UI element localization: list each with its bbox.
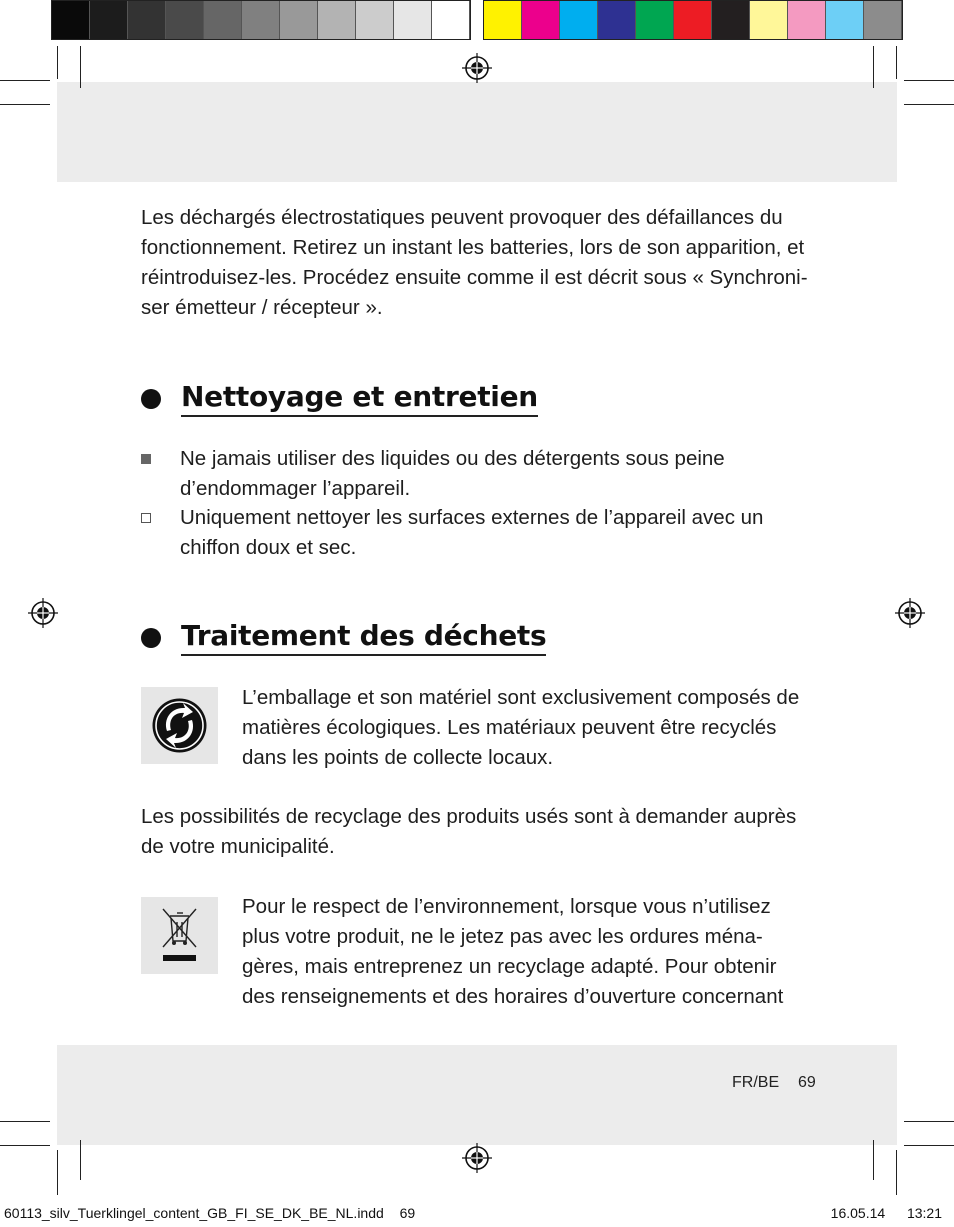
- text-line: des renseignements et des horaires d’ouverture concernant: [242, 985, 784, 1008]
- crop-mark: [80, 1140, 81, 1180]
- slug-page: 69: [399, 1205, 416, 1221]
- green-dot-recycling-icon: [141, 687, 218, 764]
- text-line: plus votre produit, ne le jetez pas avec les ordures ména-: [242, 925, 763, 948]
- print-slug-date: [831, 1205, 942, 1221]
- text-line: ser émetteur / récepteur ».: [141, 296, 383, 319]
- color-swatch: [712, 1, 750, 39]
- crop-mark: [57, 1150, 58, 1195]
- text-line: Ne jamais utiliser des liquides ou des détergents sous peine: [180, 447, 725, 470]
- list-item-text: [180, 444, 821, 504]
- footer-band: [57, 1045, 897, 1145]
- list-item: [141, 444, 821, 504]
- color-swatch: [826, 1, 864, 39]
- empty-square-bullet-icon: [141, 513, 151, 523]
- header-band: [57, 82, 897, 182]
- color-swatch: [560, 1, 598, 39]
- color-swatch: [432, 1, 470, 39]
- crop-mark: [0, 104, 50, 105]
- slug-filename: 60113_silv_Tuerklingel_content_GB_FI_SE_DK_BE_NL.indd: [4, 1205, 384, 1221]
- color-swatch: [318, 1, 356, 39]
- crop-mark: [904, 1121, 954, 1122]
- crop-mark: [0, 1121, 50, 1122]
- section-heading-cleaning: [141, 380, 538, 417]
- text-line: Les déchargés électrostatiques peuvent provoquer des défaillances du: [141, 206, 783, 229]
- crop-mark: [904, 1145, 954, 1146]
- color-swatch: [674, 1, 712, 39]
- color-swatch: [90, 1, 128, 39]
- color-swatch: [52, 1, 90, 39]
- text-line: L’emballage et son matériel sont exclusivement composés de: [242, 686, 800, 709]
- text-line: dans les points de collecte locaux.: [242, 746, 554, 769]
- grayscale-color-bar: [51, 0, 471, 40]
- color-swatch: [166, 1, 204, 39]
- list-item-text: [180, 503, 821, 563]
- page-number: 69: [798, 1074, 816, 1091]
- color-swatch: [356, 1, 394, 39]
- registration-mark-icon: [462, 53, 492, 83]
- registration-mark-icon: [28, 598, 58, 628]
- color-swatch: [128, 1, 166, 39]
- intro-paragraph: [141, 203, 841, 323]
- text-line: Pour le respect de l’environnement, lorsque vous n’utilisez: [242, 895, 771, 918]
- crop-mark: [0, 80, 50, 81]
- color-swatch: [788, 1, 826, 39]
- text-line: chiffon doux et sec.: [180, 536, 357, 559]
- crop-mark: [904, 80, 954, 81]
- color-swatch: [864, 1, 902, 39]
- text-line: Uniquement nettoyer les surfaces externes de l’appareil avec un: [180, 506, 764, 529]
- color-swatch: [394, 1, 432, 39]
- color-swatch: [636, 1, 674, 39]
- text-line: d’endommager l’appareil.: [180, 477, 411, 500]
- disposal-symbol-box: [141, 897, 218, 974]
- packaging-paragraph: [242, 683, 842, 773]
- crop-mark: [896, 1150, 897, 1195]
- crop-mark: [0, 1145, 50, 1146]
- bullet-dot-icon: [141, 389, 161, 409]
- color-swatch: [522, 1, 560, 39]
- text-line: fonctionnement. Retirez un instant les batteries, lors de son apparition, et: [141, 236, 805, 259]
- slug-time: 13:21: [906, 1205, 942, 1221]
- print-slug-file: [4, 1205, 415, 1221]
- section-heading-disposal: [141, 619, 546, 656]
- text-line: matières écologiques. Les matériaux peuvent être recyclés: [242, 716, 777, 739]
- crop-mark: [873, 46, 874, 88]
- crop-mark: [80, 46, 81, 88]
- color-swatch: [598, 1, 636, 39]
- locale-label: FR/BE: [732, 1074, 780, 1091]
- crop-mark: [904, 104, 954, 105]
- color-swatch: [242, 1, 280, 39]
- environment-paragraph: [242, 892, 842, 1012]
- registration-mark-icon: [462, 1143, 492, 1173]
- crop-mark: [57, 46, 58, 79]
- color-swatch: [484, 1, 522, 39]
- crop-mark: [896, 46, 897, 79]
- text-line: gères, mais entreprenez un recyclage adapté. Pour obtenir: [242, 955, 777, 978]
- text-line: Les possibilités de recyclage des produits usés sont à demander auprès: [141, 805, 797, 828]
- bullet-dot-icon: [141, 628, 161, 648]
- list-item: [141, 503, 821, 563]
- color-swatch: [750, 1, 788, 39]
- filled-square-bullet-icon: [141, 454, 151, 464]
- text-line: réintroduisez-les. Procédez ensuite comme il est décrit sous « Synchroni-: [141, 266, 808, 289]
- packaging-symbol-box: [141, 687, 218, 764]
- page-footer: [732, 1074, 816, 1092]
- section-title: Traitement des déchets: [181, 619, 546, 656]
- process-color-bar: [483, 0, 903, 40]
- color-swatch: [280, 1, 318, 39]
- text-line: de votre municipalité.: [141, 835, 335, 858]
- section-title: Nettoyage et entretien: [181, 380, 538, 417]
- recycling-paragraph: [141, 802, 841, 862]
- color-swatch: [204, 1, 242, 39]
- registration-mark-icon: [895, 598, 925, 628]
- slug-date: 16.05.14: [830, 1205, 886, 1221]
- crossed-out-wheelie-bin-icon: [141, 897, 218, 974]
- crop-mark: [873, 1140, 874, 1180]
